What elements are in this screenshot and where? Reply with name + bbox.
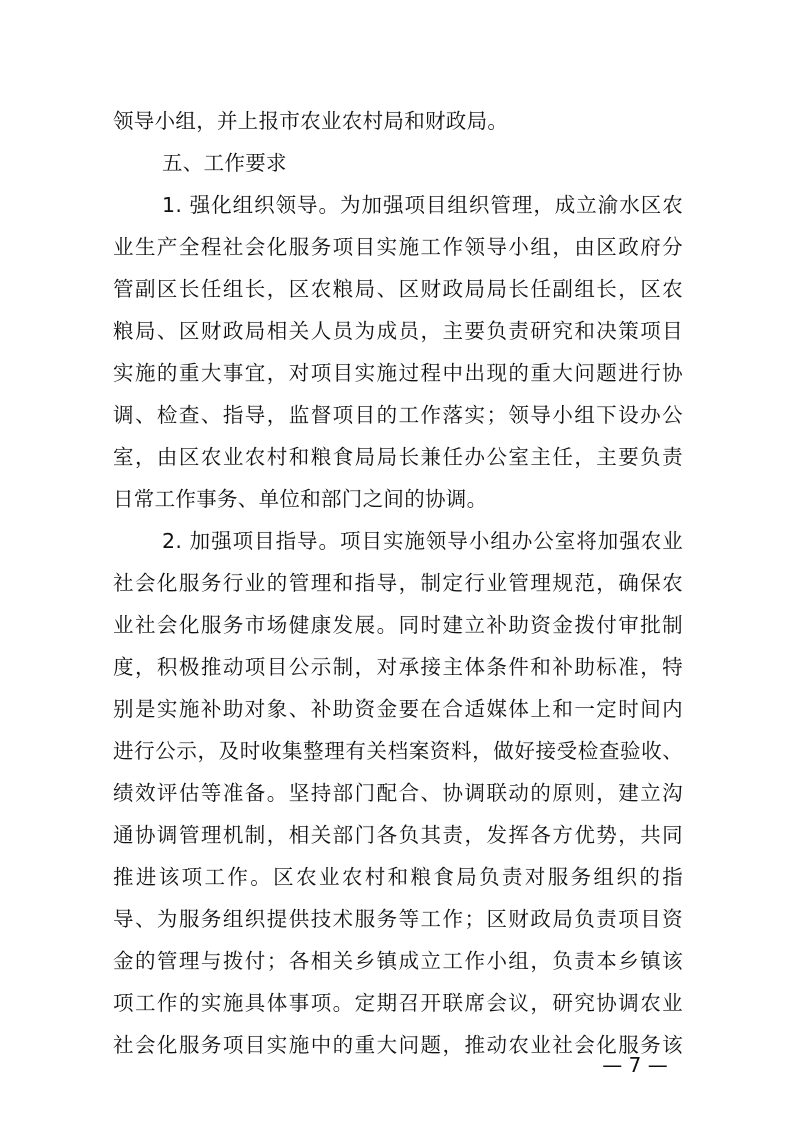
page-number: — 7 — bbox=[602, 1053, 668, 1077]
body-line: 进行公示，及时收集整理有关档案资料，做好接受检查验收、 bbox=[113, 739, 683, 763]
section-heading: 五、工作要求 bbox=[162, 151, 287, 175]
body-line: 导、为服务组织提供技术服务等工作；区财政局负责项目资 bbox=[113, 907, 683, 931]
body-line: 1. 强化组织领导。为加强项目组织管理，成立渝水区农 bbox=[162, 193, 683, 217]
body-line: 业社会化服务市场健康发展。同时建立补助资金拨付审批制 bbox=[113, 613, 683, 637]
body-line: 社会化服务行业的管理和指导，制定行业管理规范，确保农 bbox=[113, 571, 683, 595]
body-line: 领导小组，并上报市农业农村局和财政局。 bbox=[113, 109, 509, 133]
body-line: 度，积极推动项目公示制，对承接主体条件和补助标准，特 bbox=[113, 655, 683, 679]
body-line: 通协调管理机制，相关部门各负其责，发挥各方优势，共同 bbox=[113, 823, 683, 847]
body-line: 绩效评估等准备。坚持部门配合、协调联动的原则，建立沟 bbox=[113, 781, 683, 805]
body-line: 实施的重大事宜，对项目实施过程中出现的重大问题进行协 bbox=[113, 361, 683, 385]
body-line: 推进该项工作。区农业农村和粮食局负责对服务组织的指 bbox=[113, 865, 683, 889]
body-line: 2. 加强项目指导。项目实施领导小组办公室将加强农业 bbox=[162, 529, 683, 553]
body-line: 日常工作事务、单位和部门之间的协调。 bbox=[113, 487, 488, 511]
body-line: 室，由区农业农村和粮食局局长兼任办公室主任，主要负责 bbox=[113, 445, 683, 469]
body-line: 项工作的实施具体事项。定期召开联席会议，研究协调农业 bbox=[113, 991, 683, 1015]
body-line: 金的管理与拨付；各相关乡镇成立工作小组，负责本乡镇该 bbox=[113, 949, 683, 973]
body-line: 管副区长任组长，区农粮局、区财政局局长任副组长，区农 bbox=[113, 277, 683, 301]
body-line: 别是实施补助对象、补助资金要在合适媒体上和一定时间内 bbox=[113, 697, 683, 721]
body-line: 社会化服务项目实施中的重大问题，推动农业社会化服务该 bbox=[113, 1033, 683, 1057]
body-line: 业生产全程社会化服务项目实施工作领导小组，由区政府分 bbox=[113, 235, 683, 259]
body-line: 粮局、区财政局相关人员为成员，主要负责研究和决策项目 bbox=[113, 319, 683, 343]
body-line: 调、检查、指导，监督项目的工作落实；领导小组下设办公 bbox=[113, 403, 683, 427]
